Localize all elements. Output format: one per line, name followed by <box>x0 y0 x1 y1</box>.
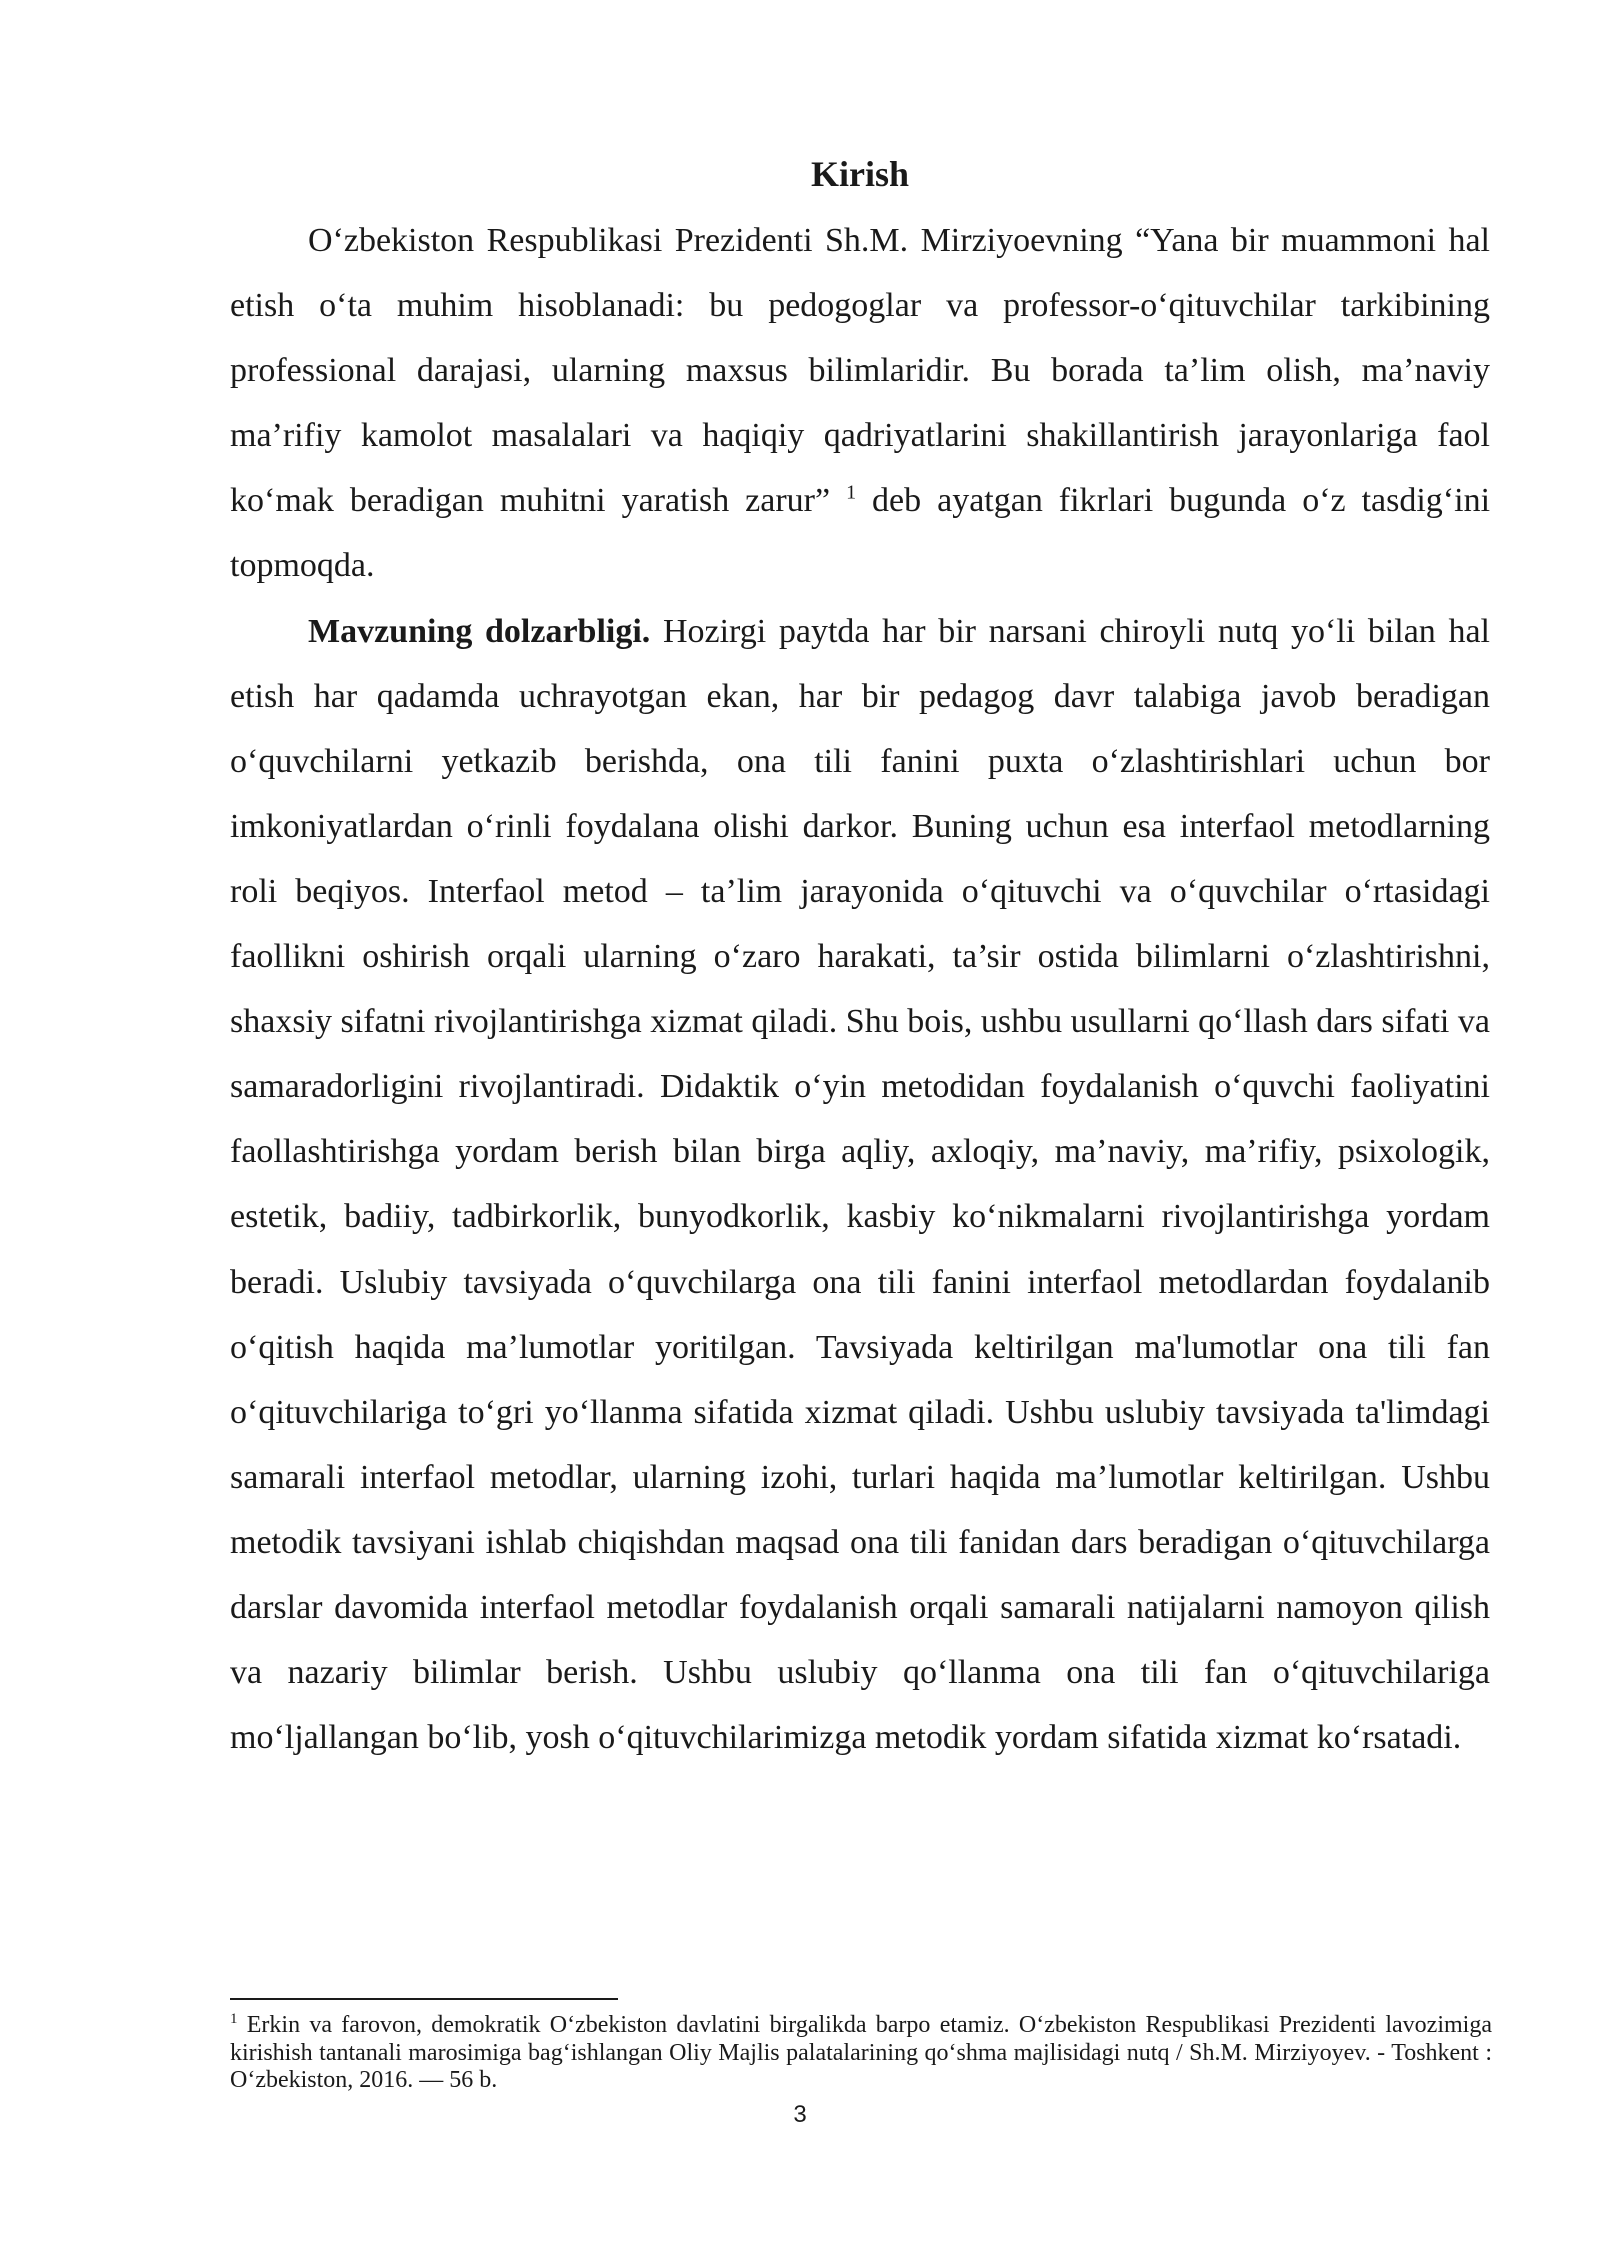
page-number: 3 <box>793 2101 807 2128</box>
body-text <box>230 208 1490 1770</box>
footnote-text: Erkin va farovon, demokratik O‘zbekiston davlatini birgalikda barpo etamiz. O‘zbekiston Respublikasi Prezidenti lavozimiga kirishish tantanali marosimiga bag‘ishlangan Oliy Majlis palatalarining qo‘shma majlisidagi nutq / Sh.M. Mirziyoyev. - Toshkent : O‘zbekiston, 2016. — 56 b. <box>230 2012 1492 2093</box>
intro-paragraph-end: deb ayatgan fikrlari bugunda o‘z tasdig‘ini topmoqda. <box>230 482 1491 585</box>
relevance-paragraph <box>230 599 1490 1771</box>
footnote <box>230 2012 1492 2095</box>
footnote-marker: 1 <box>230 2011 238 2027</box>
intro-paragraph <box>230 208 1490 599</box>
section-title: Kirish <box>810 154 909 194</box>
relevance-text: Hozirgi paytda har bir narsani chiroyli nutq yo‘li bilan hal etish har qadamda uchrayotgan ekan, har bir pedagog davr talabiga javob beradigan o‘quvchilarni yetkazib berishda, ona tili fanini puxta o‘zlashtirishlari uchun bor imkoniyatlardan o‘rinli foydalana olishi darkor. Buning uchun esa interfaol metodlarning roli beqiyos. Interfaol metod – ta’lim jarayonida o‘qituvchi va o‘quvchilar o‘rtasidagi faollikni oshirish orqali ularning o‘zaro harakati, ta’sir ostida bilimlarni o‘zlashtirishni, shaxsiy sifatni rivojlantirishga xizmat qiladi. Shu bois, ushbu usullarni qo‘llash dars sifati va samaradorligini rivojlantiradi. Didaktik o‘yin metodidan foydalanish o‘quvchi faoliyatini faollashtirishga yordam berish bilan birga aqliy, axloqiy, ma’naviy, ma’rifiy, psixologik, estetik, badiiy, tadbirkorlik, bunyodkorlik, kasbiy ko‘nikmalarni rivojlantirishga yordam beradi. Uslubiy tavsiyada o‘quvchilarga ona tili fanini interfaol metodlardan foydalanib o‘qitish haqida ma’lumotlar yoritilgan. Tavsiyada keltirilgan ma'lumotlar ona tili fan o‘qituvchilariga to‘gri yo‘llanma sifatida xizmat qiladi. Ushbu uslubiy tavsiyada ta'limdagi samarali interfaol metodlar, ularning izohi, turlari haqida ma’lumotlar keltirilgan. Ushbu metodik tavsiyani ishlab chiqishdan maqsad ona tili fanidan dars beradigan o‘qituvchilarga darslar davomida interfaol metodlar foydalanish orqali samarali natijalarni namoyon qilish va nazariy bilimlar berish. Ushbu uslubiy qo‘llanma ona tili fan o‘qituvchilariga mo‘ljallangan bo‘lib, yosh o‘qituvchilarimizga metodik yordam sifatida xizmat ko‘rsatadi. <box>230 612 1491 1757</box>
relevance-heading: Mavzuning dolzarbligi. <box>308 612 651 650</box>
footnote-reference[interactable]: 1 <box>846 482 857 505</box>
intro-quote-text: O‘zbekiston Respublikasi Prezidenti Sh.M. Mirziyoevning “Yana bir muammoni hal etish o‘ta muhim hisoblanadi: bu pedogoglar va professor-o‘qituvchilar tarkibining professional darajasi, ularning maxsus bilimlaridir. Bu borada ta’lim olish, ma’naviy ma’rifiy kamolot masalalari va haqiqiy qadriyatlarini shakillantirish jarayonlariga faol ko‘mak beradigan muhitni yaratish zarur” <box>230 222 1490 520</box>
footnote-separator <box>230 1998 618 2000</box>
